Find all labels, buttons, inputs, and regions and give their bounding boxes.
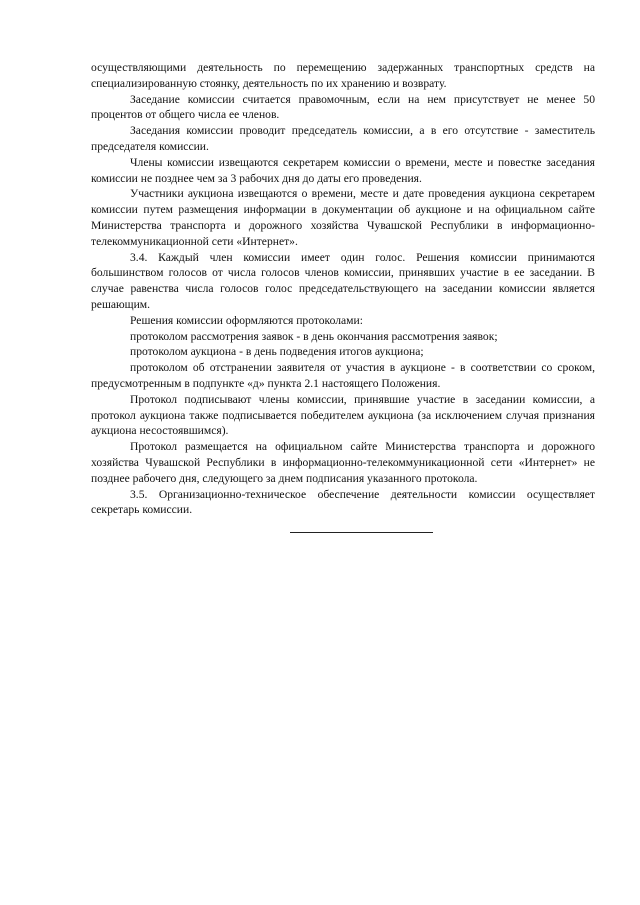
paragraph-3-4-voting: 3.4. Каждый член комиссии имеет один голос. Решения комиссии принимаются большинством голосов от числа голосов членов комиссии, принявших участие в ее заседании. В случае равенства числа голосов голос председательствующего на заседании комиссии является решающим. <box>91 250 595 311</box>
paragraph-member-notice: Члены комиссии извещаются секретарем комиссии о времени, месте и повестке заседания комиссии не позднее чем за 3 рабочих дня до даты его проведения. <box>91 155 595 185</box>
document-body <box>91 60 595 518</box>
paragraph-continuation: осуществляющими деятельность по перемещению задержанных транспортных средств на специализированную стоянку, деятельность по их хранению и возврату. <box>91 61 595 90</box>
paragraph-participant-notice: Участники аукциона извещаются о времени, месте и дате проведения аукциона секретарем комиссии путем размещения информации в документации об аукционе и на официальном сайте Министерства транспорта и дорожного хозяйства Чувашской Республики в информационно-телекоммуникационной сети «Интернет». <box>91 187 595 248</box>
paragraph-protocol-publication: Протокол размещается на официальном сайте Министерства транспорта и дорожного хозяйства Чувашской Республики в информационно-телекоммуникационной сети «Интернет» не позднее рабочего дня, следующего за днем подписания указанного протокола. <box>91 440 595 485</box>
paragraph-chair: Заседания комиссии проводит председатель комиссии, а в его отсутствие - заместитель председателя комиссии. <box>91 124 595 153</box>
paragraph-3-5-secretary: 3.5. Организационно-техническое обеспечение деятельности комиссии осуществляет секретарь комиссии. <box>91 487 595 517</box>
paragraph-protocol-signing: Протокол подписывают члены комиссии, принявшие участие в заседании комиссии, а протокол аукциона также подписывается победителем аукциона (за исключением случая признания аукциона несостоявшимся). <box>91 392 595 438</box>
paragraph-protocols-intro: Решения комиссии оформляются протоколами: <box>130 313 363 327</box>
paragraph-quorum: Заседание комиссии считается правомочным, если на нем присутствует не менее 50 процентов от общего числа ее членов. <box>91 92 595 122</box>
paragraph-protocol-auction: протоколом аукциона - в день подведения итогов аукциона; <box>130 345 424 359</box>
paragraph-protocol-removal: протоколом об отстранении заявителя от участия в аукционе - в соответствии со сроком, предусмотренным в подпункте «д» пункта 2.1 настоящего Положения. <box>91 361 595 390</box>
paragraph-protocol-applications: протоколом рассмотрения заявок - в день окончания рассмотрения заявок; <box>130 329 498 343</box>
closing-divider-line <box>290 532 433 533</box>
